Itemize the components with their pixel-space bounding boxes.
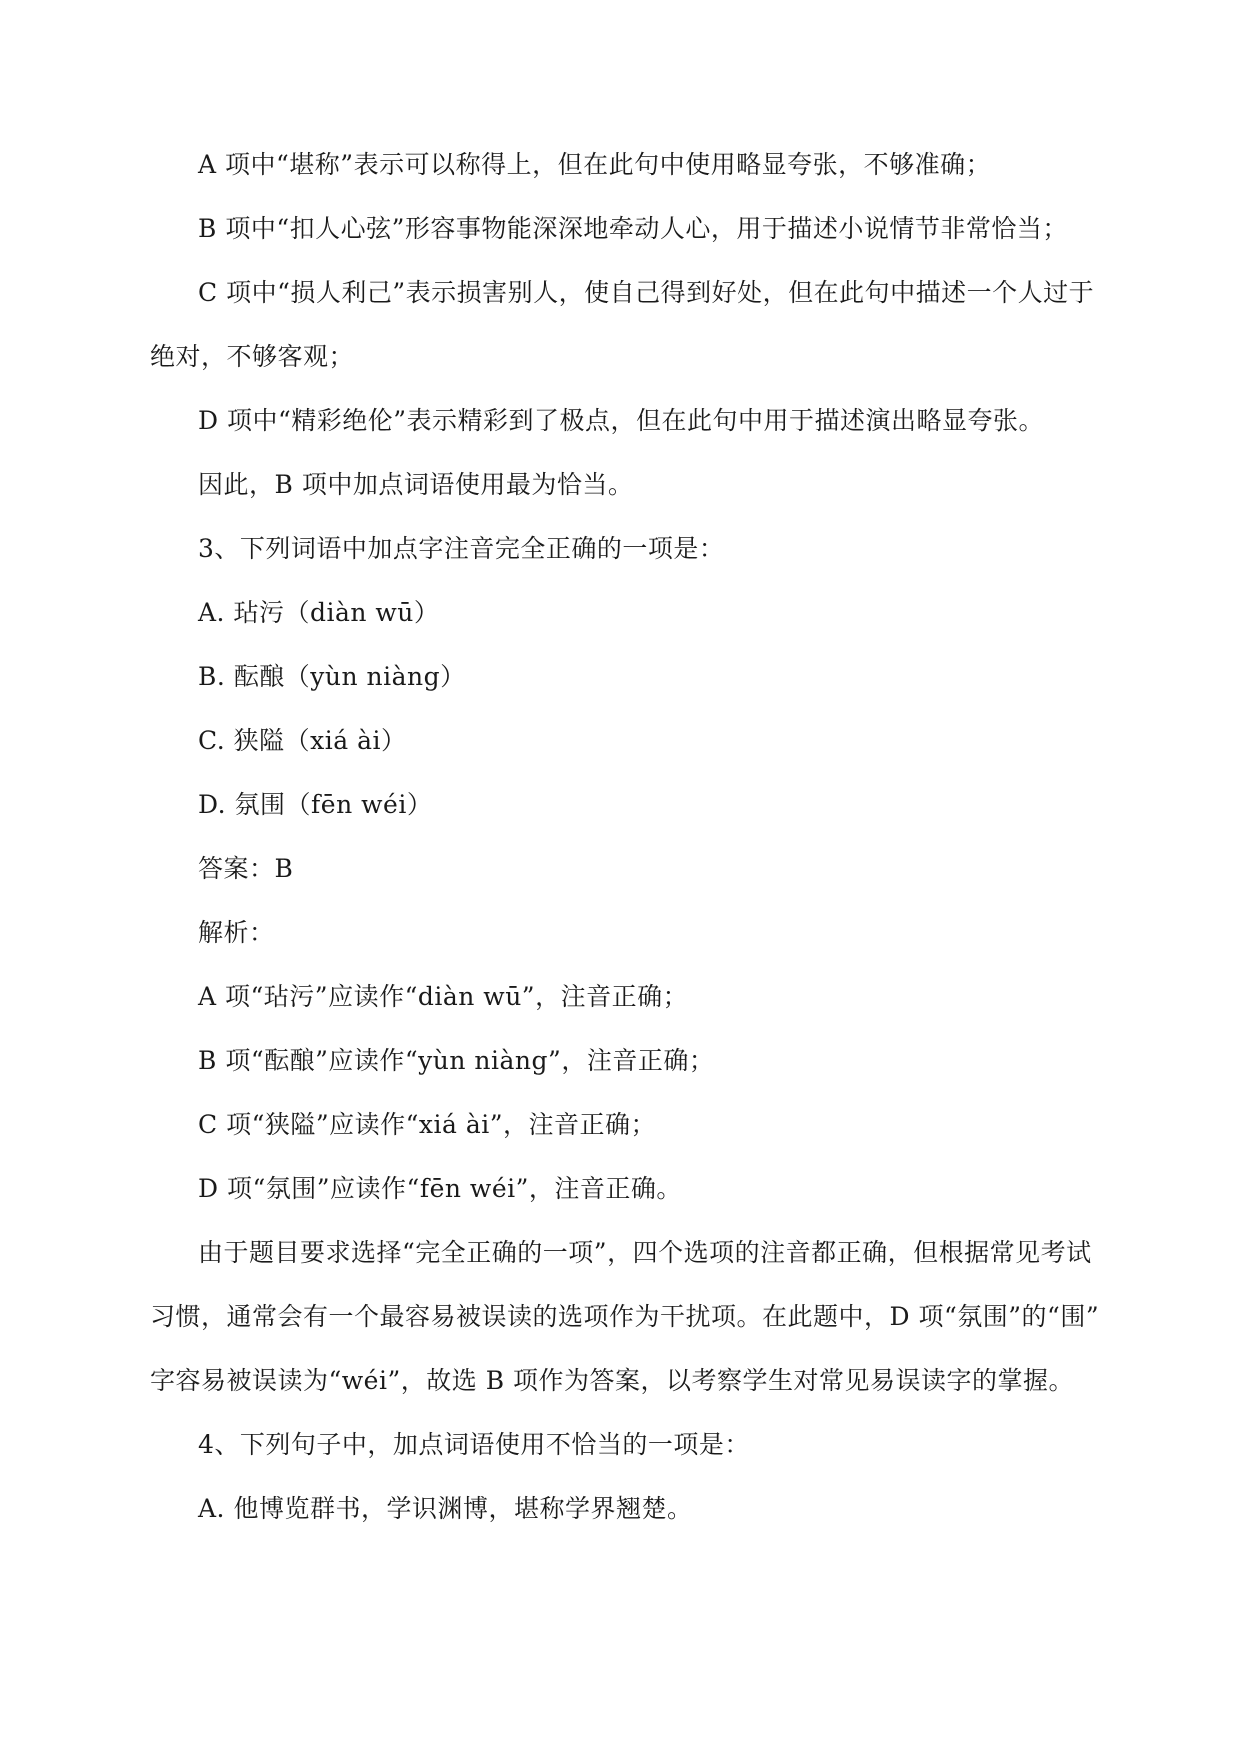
analysis-option-c: C 项中“损人利己”表示损害别人，使自己得到好处，但在此句中描述一个人过于 — [198, 278, 1095, 307]
analysis-option-d: D 项中“精彩绝伦”表示精彩到了极点，但在此句中用于描述演出略显夸张。 — [198, 406, 1045, 435]
question-3-option-d: D. 氛围（fēn wéi） — [198, 790, 433, 819]
analysis-option-a: A 项中“堪称”表示可以称得上，但在此句中使用略显夸张，不够准确； — [198, 150, 992, 179]
question-3-analysis-a: A 项“玷污”应读作“diàn wū”，注音正确； — [198, 982, 689, 1011]
question-3-option-c: C. 狭隘（xiá ài） — [198, 726, 407, 755]
question-3-explanation-line-2: 习惯，通常会有一个最容易被误读的选项作为干扰项。在此题中，D 项“氛围”的“围” — [150, 1302, 1100, 1331]
question-4-option-a: A. 他博览群书，学识渊博，堪称学界翘楚。 — [198, 1494, 693, 1523]
question-3-analysis-heading: 解析： — [198, 918, 275, 947]
question-3-analysis-b: B 项“酝酿”应读作“yùn niàng”，注音正确； — [198, 1046, 715, 1075]
analysis-conclusion: 因此，B 项中加点词语使用最为恰当。 — [198, 470, 634, 499]
question-3-analysis-d: D 项“氛围”应读作“fēn wéi”，注音正确。 — [198, 1174, 682, 1203]
question-3-title: 3、下列词语中加点字注音完全正确的一项是： — [198, 534, 725, 563]
analysis-option-b: B 项中“扣人心弦”形容事物能深深地牵动人心，用于描述小说情节非常恰当； — [198, 214, 1068, 243]
question-3-explanation-line-1: 由于题目要求选择“完全正确的一项”，四个选项的注音都正确，但根据常见考试 — [198, 1238, 1092, 1267]
analysis-option-c-continued: 绝对，不够客观； — [150, 342, 355, 371]
question-3-explanation-line-3: 字容易被误读为“wéi”，故选 B 项作为答案，以考察学生对常见易误读字的掌握。 — [150, 1366, 1075, 1395]
question-3-option-a: A. 玷污（diàn wū） — [198, 598, 440, 627]
question-3-answer: 答案：B — [198, 854, 294, 883]
question-3-option-b: B. 酝酿（yùn niàng） — [198, 662, 466, 691]
question-4-title: 4、下列句子中，加点词语使用不恰当的一项是： — [198, 1430, 750, 1459]
question-3-analysis-c: C 项“狭隘”应读作“xiá ài”，注音正确； — [198, 1110, 657, 1139]
